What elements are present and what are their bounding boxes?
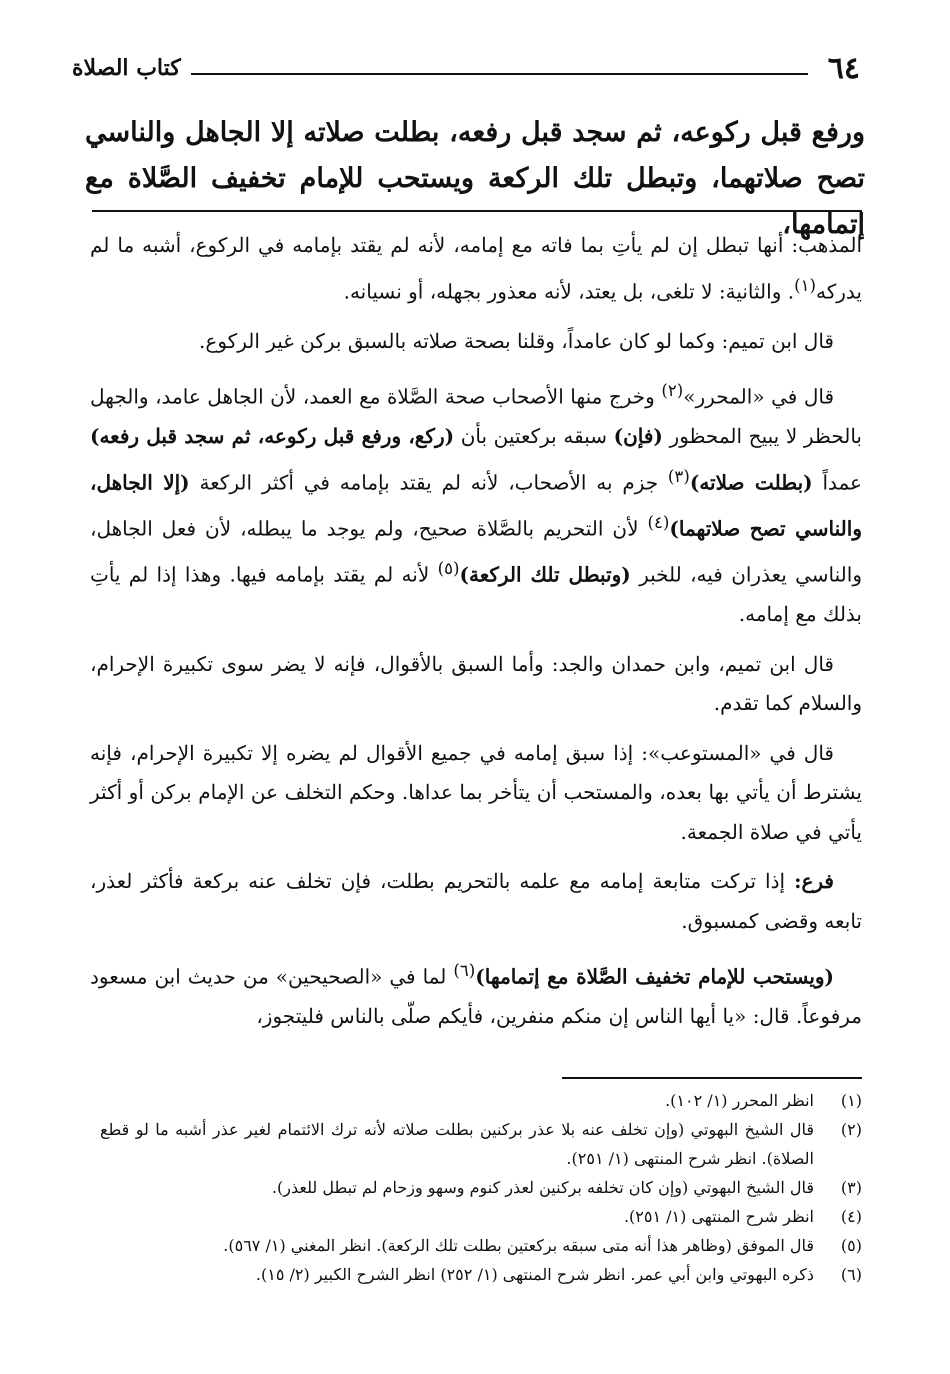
paragraph <box>90 371 862 635</box>
far-label: فرع: <box>794 869 834 894</box>
paragraph-text: . والثانية: لا تلغى، بل يعتد، لأنه معذور بجهله، أو نسيانه. <box>343 279 795 304</box>
matn-quote: (وتبطل تلك الركعة) <box>459 562 631 587</box>
paragraph: قال في «المستوعب»: إذا سبق إمامه في جميع الأقوال لم يضره إلا تكبيرة الإحرام، فإنه يشترط أن يأتي بها بعده، والمستحب أن يتأخر بما عداها. وحكم التخلف عن الإمام بركن أو أكثر يأتي في صلاة الجمعة. <box>90 740 862 844</box>
footnote-text: انظر شرح المنتهى (١/ ٢٥١). <box>623 1207 814 1226</box>
paragraph <box>90 862 862 941</box>
paragraph-text: جزم به الأصحاب، لأنه لم يقتد بإمامه في أكثر الركعة <box>189 470 668 495</box>
matn-quote: (إلا الجاهل، والناسي تصح صلاتهما) <box>90 470 862 541</box>
footnote-marker[interactable]: (٣) <box>667 466 690 486</box>
footnote <box>100 1086 862 1115</box>
footnote <box>100 1173 862 1202</box>
paragraph: قال ابن تميم: وكما لو كان عامداً، وقلنا بصحة صلاته بالسبق بركن غير الركوع. <box>199 328 834 353</box>
footnote-text: قال الشيخ البهوتي (وإن كان تخلفه بركنين لعذر كنوم وسهو وزحام لم تبطل للعذر). <box>271 1178 814 1197</box>
footnote <box>100 1260 862 1289</box>
footnote-marker[interactable]: (٥) <box>437 559 460 579</box>
matn-text: ورفع قبل ركوعه، ثم سجد قبل رفعه، بطلت صلاته إلا الجاهل والناسي تصح صلاتهما، وتبطل تلك الركعة ويستحب للإمام تخفيف الصَّلاة مع إتمامها، <box>85 117 865 240</box>
footnote-marker[interactable]: (٢) <box>661 381 684 401</box>
page-number: ٦٤ <box>827 50 860 86</box>
header-rule <box>191 73 808 75</box>
footnote-text: انظر المحرر (١/ ١٠٢). <box>665 1091 814 1110</box>
footnote-number: (٦) <box>840 1265 862 1284</box>
paragraph <box>90 951 862 1037</box>
paragraph-text: المذهب: أنها تبطل إن لم يأتِ بما فاته مع إمامه، لأنه لم يقتد بإمامه في الركوع، أشبه ما لم يدركه <box>90 233 862 304</box>
paragraph-text: لأن التحريم بالصَّلاة صحيح، ولم يوجد ما يبطله، لأن فعل الجاهل، والناسي يعذران فيه، للخبر <box>90 516 862 587</box>
footnote-text: ذكره البهوتي وابن أبي عمر. انظر شرح المنتهى (١/ ٢٥٢) انظر الشرح الكبير (٢/ ١٥). <box>255 1265 814 1284</box>
paragraph-text: سبقه بركعتين بأن <box>454 424 614 449</box>
commentary <box>90 226 862 1047</box>
page-header <box>72 48 860 88</box>
paragraph: قال ابن تميم، وابن حمدان والجد: وأما السبق بالأقوال، فإنه لا يضر سوى تكبيرة الإحرام، والسلام كما تقدم. <box>90 651 862 716</box>
matn-separator <box>92 210 862 212</box>
paragraph <box>90 226 862 312</box>
footnote <box>100 1202 862 1231</box>
footnote-number: (٤) <box>840 1207 862 1226</box>
footnote-separator <box>562 1077 862 1079</box>
paragraph-text: قال في «المحرر» <box>683 384 835 409</box>
footnote-number: (١) <box>840 1091 862 1110</box>
footnote-marker[interactable]: (٦) <box>453 961 476 981</box>
footnote-marker[interactable]: (١) <box>794 275 817 295</box>
matn-quote: (بطلت صلاته) <box>689 470 813 495</box>
footnote-number: (٣) <box>840 1178 862 1197</box>
footnote <box>100 1231 862 1260</box>
paragraph-text: عمداً <box>812 470 862 495</box>
matn-quote: (فإن) <box>613 424 663 449</box>
footnote-text: قال الشيخ البهوتي (وإن تخلف عنه بلا عذر بركنين بطلت صلاته لأنه ترك الائتمام لغير عذر أشبه ما لو قطع الصلاة). انظر شرح المنتهى (١/ ٢٥١). <box>100 1120 814 1168</box>
paragraph-text: وخرج منها الأصحاب صحة الصَّلاة مع العمد، لأن الجاهل عامد، والجهل بالحظر لا يبيح المحظور <box>90 384 862 449</box>
matn-quote: (ويستحب للإمام تخفيف الصَّلاة مع إتمامها) <box>475 964 835 989</box>
footnotes <box>100 1086 862 1289</box>
footnote <box>100 1115 862 1173</box>
paragraph-text: إذا تركت متابعة إمامه مع علمه بالتحريم بطلت، فإن تخلف عنه بركعة فأكثر لعذر، تابعه وقضى كمسبوق. <box>90 869 862 933</box>
paragraph-text: لما في «الصحيحين» من حديث ابن مسعود مرفوعاً. قال: «يا أيها الناس إن منكم منفرين، فأيكم صلّى بالناس فليتجوز، <box>90 964 862 1029</box>
footnote-number: (٢) <box>840 1120 862 1139</box>
paragraph-text: لأنه لم يقتد بإمامه فيها. وهذا إذا لم يأتِ بذلك مع إمامه. <box>90 562 862 627</box>
footnote-number: (٥) <box>840 1236 862 1255</box>
matn-quote: (ركع، ورفع قبل ركوعه، ثم سجد قبل رفعه) <box>90 424 455 449</box>
footnote-marker[interactable]: (٤) <box>647 512 670 532</box>
book-title: كتاب الصلاة <box>72 55 181 81</box>
footnote-text: قال الموفق (وظاهر هذا أنه متى سبقه بركعتين بطلت تلك الركعة). انظر المغني (١/ ٥٦٧). <box>223 1236 814 1255</box>
